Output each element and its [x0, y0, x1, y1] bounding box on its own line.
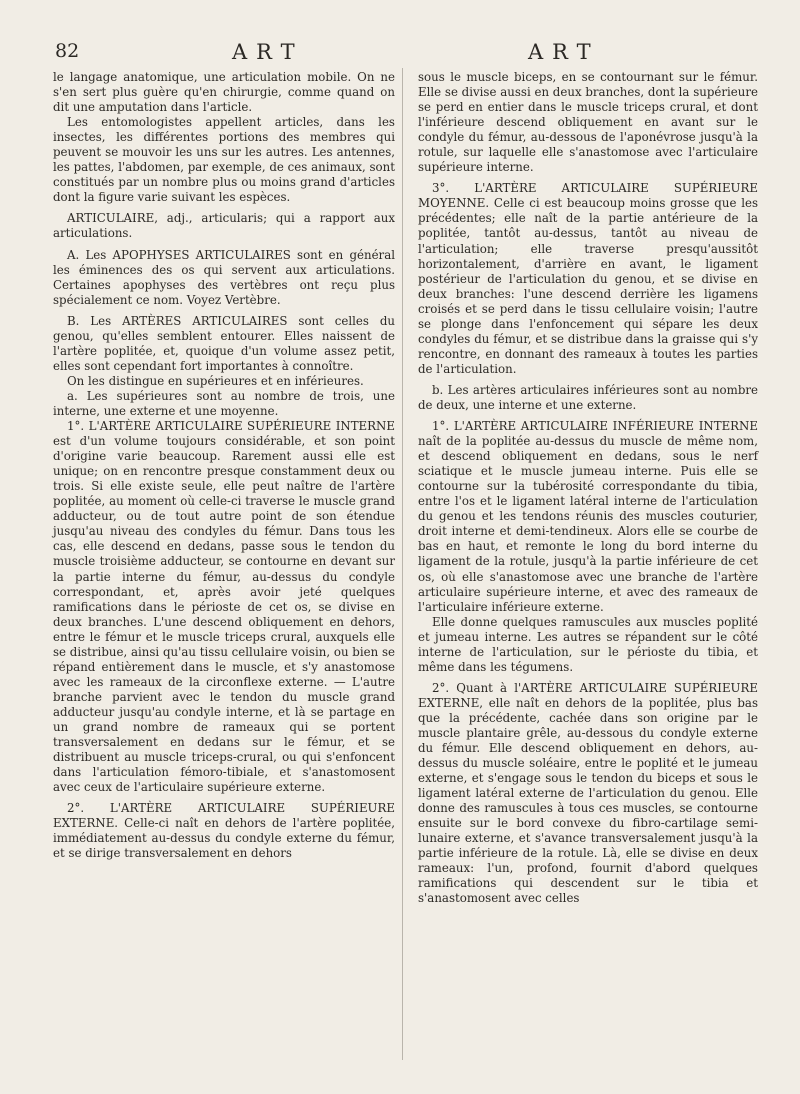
paragraph: Elle donne quelques ramuscules aux muscles poplité et jumeau interne. Les autres se répandent sur le côté interne de l'articulation, sur le périoste du tibia, et même dans les tégumens.: [418, 614, 758, 674]
paragraph: b. Les artères articulaires inférieures sont au nombre de deux, une interne et une externe.: [418, 382, 758, 412]
paragraph: 2°. Quant à l'ARTÈRE ARTICULAIRE SUPÉRIEURE EXTERNE, elle naît en dehors de la poplitée, plus bas que la précédente, cachée dans son origine par le muscle plantaire grêle, au-dessous du condyle externe du fémur. Elle descend obliquement en dehors, au-dessus du muscle soléaire, entre le poplité et le jumeau externe, et s'engage sous le tendon du biceps et sous le ligament latéral externe de l'articulation du genou. Elle donne des ramuscules à tous ces muscles, se contourne ensuite sur le bord convexe du fibro-cartilage semi-lunaire externe, et s'avance transversalement jusqu'à la partie inférieure de la rotule. Là, elle se divise en deux rameaux: l'un, profond, fournit d'abord quelques ramifications qui descendent sur le tibia et s'anastomosent avec celles: [418, 680, 758, 906]
paragraph: ARTICULAIRE, adj., articularis; qui a rapport aux articulations.: [53, 211, 395, 241]
paragraph: a. Les supérieures sont au nombre de trois, une interne, une externe et une moyenne.: [53, 388, 395, 418]
page-header: [0, 40, 800, 68]
paragraph: On les distingue en supérieures et en inférieures.: [67, 373, 364, 388]
paragraph: B. Les ARTÈRES ARTICULAIRES sont celles du genou, qu'elles semblent entourer. Elles naissent de l'artère poplitée, et, quoique d'un volume assez petit, elles sont cependant fort importantes à connoître.: [53, 313, 395, 373]
paragraph: le langage anatomique, une articulation mobile. On ne s'en sert plus guère qu'en chirurgie, comme quand on dit une amputation dans l'article.: [53, 70, 395, 115]
page-number: 82: [55, 40, 80, 62]
right-column: [418, 70, 758, 907]
running-head-left: ART: [232, 40, 304, 64]
running-head-right: ART: [528, 40, 600, 64]
left-column: [53, 70, 395, 861]
paragraph: 2°. L'ARTÈRE ARTICULAIRE SUPÉRIEURE EXTERNE. Celle-ci naît en dehors de l'artère poplitée, immédiatement au-dessus du condyle externe du fémur, et se dirige transversalement en dehors: [53, 801, 395, 861]
paragraph: A. Les APOPHYSES ARTICULAIRES sont en général les éminences des os qui servent aux articulations. Certaines apophyses des vertèbres ont reçu plus spécialement ce nom. Voyez Vertèbre.: [53, 247, 395, 307]
paragraph: 1°. L'ARTÈRE ARTICULAIRE INFÉRIEURE INTERNE naît de la poplitée au-dessus du muscle de même nom, et descend obliquement en dedans, sous le nerf sciatique et le muscle jumeau interne. Puis elle se contourne sur la tubérosité correspondante du tibia, entre l'os et le ligament latéral interne de l'articulation du genou et les tendons réunis des muscles couturier, droit interne et demi-tendineux. Alors elle se courbe de bas en haut, et remonte le long du bord interne du ligament de la rotule, jusqu'à la partie inférieure de cet os, où elle s'anastomose avec une branche de l'artère articulaire supérieure interne, et avec des rameaux de l'articulaire inférieure externe.: [418, 419, 758, 614]
paragraph: sous le muscle biceps, en se contournant sur le fémur. Elle se divise aussi en deux branches, dont la supérieure se perd en entier dans le muscle triceps crural, et dont l'inférieure descend obliquement en avant sur le condyle du fémur, au-dessous de l'aponévrose jusqu'à la rotule, sur laquelle elle s'anastomose avec l'articulaire supérieure interne.: [418, 70, 759, 175]
paragraph: 1°. L'ARTÈRE ARTICULAIRE SUPÉRIEURE INTERNE est d'un volume toujours considérable, et son point d'origine varie beaucoup. Rarement aussi elle est unique; on en rencontre presque constamment deux ou trois. Si elle existe seule, elle peut naître de l'artère poplitée, au moment où celle-ci traverse le muscle grand adducteur, ou de tout autre point de son étendue jusqu'au niveau des condyles du fémur. Dans tous les cas, elle descend en dedans, passe sous le tendon du muscle troisième adducteur, se contourne en devant sur la partie interne du fémur, au-dessus du condyle correspondant, et, après avoir jeté quelques ramifications dans le périoste de cet os, se divise en deux branches. L'une descend obliquement en dehors, entre le fémur et le muscle triceps crural, auxquels elle se distribue, ainsi qu'au tissu cellulaire voisin, ou bien se répand entièrement dans le muscle, et s'y anastomose avec les rameaux de la circonflexe externe. — L'autre branche parvient avec le tendon du muscle grand adducteur jusqu'au condyle interne, et là se partage en un grand nombre de rameaux qui se portent transversalement en dedans sur le fémur, et se distribuent au muscle triceps-crural, ou qui s'enfoncent dans l'articulation fémoro-tibiale, et s'anastomosent avec ceux de l'articulaire supérieure externe.: [53, 419, 395, 795]
column-divider: [402, 68, 403, 1060]
paragraph: 3°. L'ARTÈRE ARTICULAIRE SUPÉRIEURE MOYENNE. Celle ci est beaucoup moins grosse que les précédentes; elle naît de la partie antérieure de la poplitée, tantôt au-dessus, tantôt au niveau de l'articulation; elle traverse presqu'aussitôt horizontalement, d'arrière en avant, le ligament postérieur de l'articulation du genou, et se divise en deux branches: l'une descend derrière les ligamens croisés et se perd dans le tissu cellulaire voisin; l'autre se plonge dans l'enfoncement qui sépare les deux condyles du fémur, et se distribue dans la graisse qui s'y rencontre, en donnant des rameaux à toutes les parties de l'articulation.: [418, 181, 758, 376]
paragraph: Les entomologistes appellent articles, dans les insectes, les différentes portions des membres qui peuvent se mouvoir les uns sur les autres. Les antennes, les pattes, l'abdomen, par exemple, de ces animaux, sont constitués par un nombre plus ou moins grand d'articles dont la figure varie suivant les espèces.: [53, 115, 395, 205]
